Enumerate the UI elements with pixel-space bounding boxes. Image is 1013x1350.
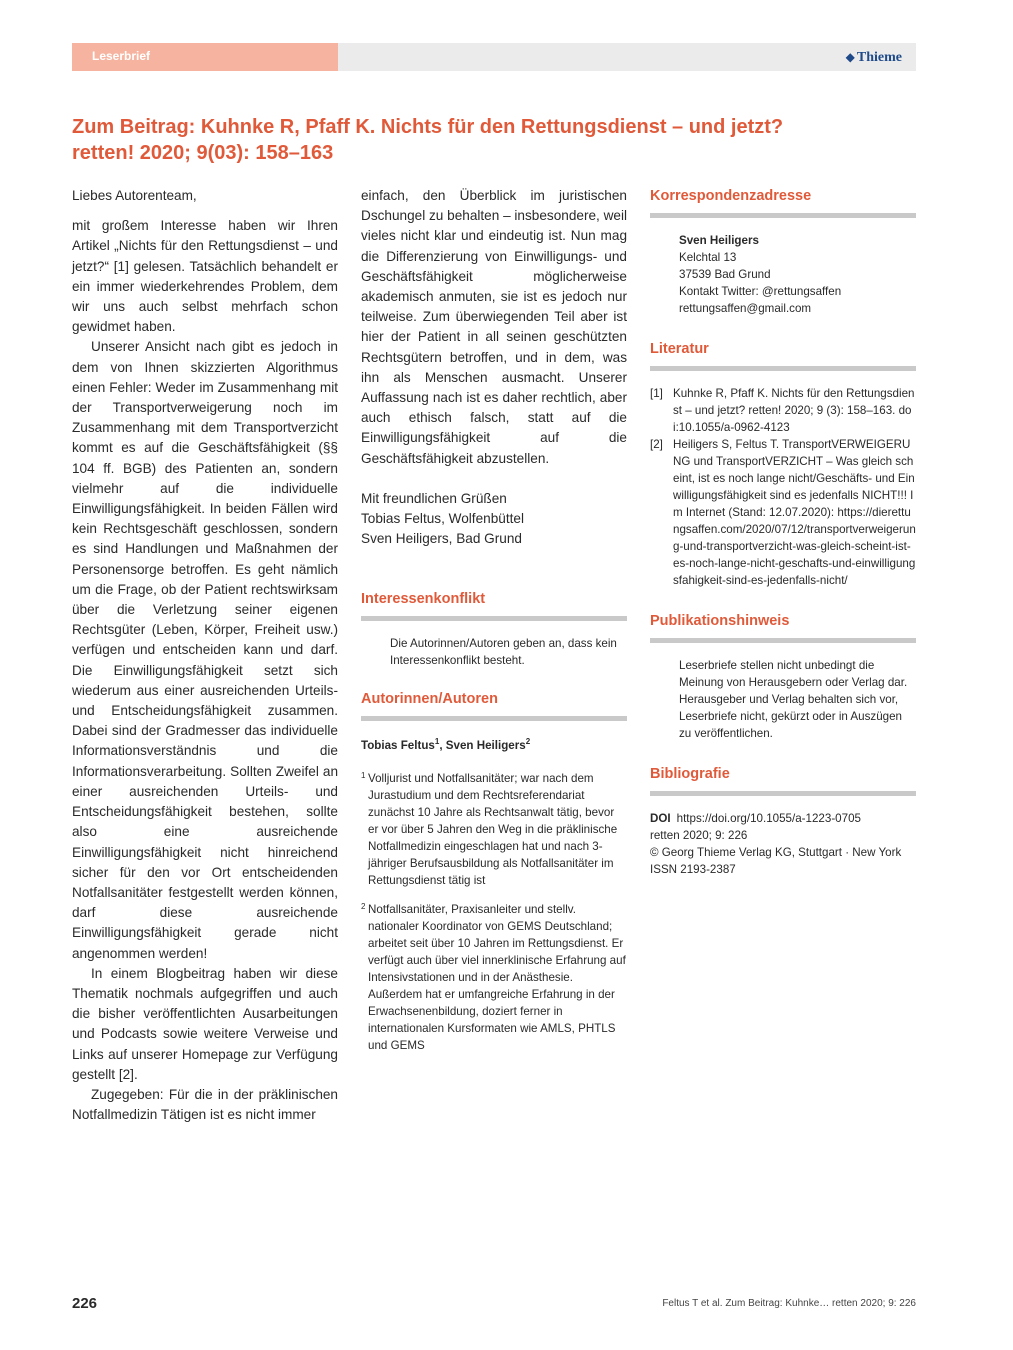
bibliography-section	[650, 764, 916, 878]
author-2: Sven Heiligers	[445, 739, 526, 753]
reference-number: [2]	[650, 438, 663, 451]
thieme-logo-icon: ◆	[845, 50, 855, 64]
note-text: Volljurist und Notfallsanitäter; war nach dem Jurastudium und dem Rechtsreferendariat zunächst 10 Jahre als Rechtsanwalt tätig, bevor er vor über 5 Jahren den Weg in die präklinische Notfallmedizin eingeschlagen hat und nach 3-jähriger Berufsausbildung als Notfallsanitäter im Rettungsdienst tätig ist	[368, 772, 618, 888]
section-heading: Autorinnen/Autoren	[361, 691, 498, 708]
section-rule	[361, 616, 627, 621]
body-paragraph: Zugegeben: Für die in der präklinischen Notfallmedizin Tätigen ist es nicht immer	[72, 1086, 338, 1123]
column-2	[361, 186, 627, 1054]
issn-line: ISSN 2193-2387	[650, 863, 736, 876]
signature-2: Sven Heiligers, Bad Grund	[361, 531, 522, 547]
author-1: Tobias Feltus	[361, 739, 435, 753]
section-heading: Bibliografie	[650, 766, 730, 782]
brand-name: Thieme	[856, 50, 902, 65]
corr-name: Sven Heiligers	[679, 234, 759, 247]
author-note-1	[361, 770, 627, 889]
publication-note-text: Leserbriefe stellen nicht unbedingt die Meinung von Herausgebern oder Verlag dar. Herausgeber und Verlag behalten sich vor, Leserbriefe nicht, gekürzt oder in Auszügen zu veröffentlichen.	[679, 659, 908, 740]
doi-link[interactable]: https://doi.org/10.1055/a-1223-0705	[676, 812, 861, 825]
section-rule	[650, 366, 916, 371]
reference-text: Kuhnke R, Pfaff K. Nichts für den Rettungsdienst – und jetzt? retten! 2020; 9 (3): 158–163. doi:10.1055/a-0962-4123	[673, 387, 915, 434]
note-mark: 2	[361, 902, 366, 912]
publication-note-section	[650, 611, 916, 742]
section-rule	[650, 638, 916, 643]
corr-street: Kelchtal 13	[679, 251, 737, 264]
doi-label: DOI	[650, 812, 671, 825]
title-line-1: Zum Beitrag: Kuhnke R, Pfaff K. Nichts für den Rettungsdienst – und jetzt?	[72, 116, 784, 138]
author-1-sup: 1	[434, 737, 440, 747]
page-number: 226	[72, 1295, 98, 1312]
section-heading: Literatur	[650, 341, 709, 357]
author-note-2	[361, 901, 627, 1054]
corr-email: rettungsaffen@gmail.com	[679, 302, 812, 315]
corr-twitter: Kontakt Twitter: @rettungsaffen	[679, 285, 842, 298]
conflict-section	[361, 589, 627, 669]
body-paragraph: einfach, den Überblick im juristischen Dschungel zu behalten – insbesondere, weil vieles nicht klar und eindeutig ist. Nun mag die Differenzierung von Einwilligungs- und Geschäftsfähigkeit möglicherweise akademisch anmuten, sie ist es jedoch nur teilweise. Zum überwiegenden Teil aber ist hier der Patient in all seinen geschützten Rechtsgütern betroffen, und in dem, was ihn als Menschen ausmacht. Unserer Auffassung nach ist es daher rechtlich, aber auch ethisch falsch, statt auf die Einwilligungsfähigkeit auf die Geschäftsfähigkeit abzustellen.	[361, 188, 628, 466]
publisher-brand	[846, 50, 902, 66]
literature-section	[650, 339, 916, 589]
copyright-line: © Georg Thieme Verlag KG, Stuttgart · New York	[650, 846, 902, 859]
section-heading: Korrespondenzadresse	[650, 188, 812, 204]
salutation: Liebes Autorenteam,	[72, 188, 197, 203]
closing: Mit freundlichen Grüßen	[361, 490, 507, 506]
closing-block	[361, 489, 627, 550]
doi-line	[650, 810, 916, 827]
bibliography-block	[650, 810, 916, 878]
journal-line: retten 2020; 9: 226	[650, 829, 748, 842]
author-2-sup: 2	[525, 737, 531, 747]
corr-city: 37539 Bad Grund	[679, 268, 771, 281]
body-paragraph: Unserer Ansicht nach gibt es jedoch in dem von Ihnen skizzierten Algorithmus einen Fehler: Weder im Zusammenhang mit der Transportverweigerung noch im Zusammenhang mit dem Transportverzicht kommt es auf die Geschäftsfähigkeit (§§ 104 ff. BGB) des Patienten an, sondern vielmehr auf die individuelle Einwilligungsfähigkeit. In beiden Fällen wird kein Rechtsgeschäft geschlossen, sondern es sind Handlungen und Maßnahmen der Personensorge betroffen. Es geht nämlich um die Frage, ob der Patient rechtswirksam über die Verletzung seiner eigenen Rechtsgüter (Leben, Körper, Freiheit usw.) verfügen und entscheiden kann und darf. Die Einwilligungsfähigkeit setzt sich wiederum aus einer ausreichenden Urteils- und Entscheidungsfähigkeit zusammen. Dabei sind der Gradmesser das individuelle Informationsverständnis und die Informationsverarbeitung. Sollten Zweifel an einer ausreichenden Urteils- und Entscheidungsfähigkeit bestehen, sollte also eine ausreichende Einwilligungsfähigkeit nicht hinreichend sicher für den vor Ort entscheidenden Notfallsanitäter festgestellt werden können, darf diese ausreichende Einwilligungsfähigkeit gerade nicht angenommen werden!	[72, 339, 338, 961]
note-text: Notfallsanitäter, Praxisanleiter und stellv. nationaler Koordinator von GEMS Deutschland; arbeitet seit über 10 Jahren im Rettungsdienst. Er verfügt auch über viel innerklinische Erfahrung auf Intensivstationen und in der Anästhesie. Außerdem hat er umfangreiche Erfahrung in der Erwachsenenbildung, doziert ferner in internationalen Kursformaten wie AMLS, PHTLS und GEMS	[368, 903, 626, 1053]
column-1	[72, 186, 338, 1125]
reference-item	[650, 385, 916, 436]
reference-list	[650, 385, 916, 589]
correspondence-section	[650, 186, 916, 317]
signature-1: Tobias Feltus, Wolfenbüttel	[361, 511, 524, 527]
reference-item	[650, 436, 916, 589]
authors-section	[361, 689, 627, 1054]
author-separator: ,	[439, 739, 446, 753]
conflict-text: Die Autorinnen/Autoren geben an, dass kein Interessenkonflikt besteht.	[390, 637, 617, 668]
body-paragraph: In einem Blogbeitrag haben wir diese Thematik nochmals aufgegriffen und auch die bisher veröffentlichten Ausarbeitungen und Podcasts sowie weitere Verweise und Links auf unserer Homepage zur Verfügung gestellt [2].	[72, 965, 338, 1082]
section-tag	[72, 43, 338, 71]
note-mark: 1	[361, 771, 366, 781]
section-rule	[650, 791, 916, 796]
section-heading: Interessenkonflikt	[361, 591, 486, 608]
reference-text: Heiligers S, Feltus T. TransportVERWEIGERUNG und TransportVERZICHT – Was gleich scheint, ist es noch lange nicht/Geschäfts- und Einwilligungsfähigkeit sind es jedenfalls NICHT!!! Im Internet (Stand: 12.07.2020): https://dierettungsaffen.com/2020/07/12/transportverweigerung-und-transportverzicht-was-gleich-scheint-ist-es-noch-lange-nicht-geschafts-und-einwilligungsfahigkeit-sind-es-jedenfalls-nicht/	[673, 438, 916, 587]
reference-number: [1]	[650, 387, 663, 400]
section-heading: Publikationshinweis	[650, 613, 790, 629]
header-bar	[72, 43, 916, 71]
footer-citation: Feltus T et al. Zum Beitrag: Kuhnke… retten 2020; 9: 226	[662, 1298, 916, 1309]
section-rule	[650, 213, 916, 218]
column-3	[650, 186, 916, 878]
author-names	[361, 737, 627, 752]
section-rule	[361, 716, 627, 721]
title-line-2: retten! 2020; 9(03): 158–163	[72, 142, 334, 164]
address-block	[650, 232, 916, 317]
body-paragraph: mit großem Interesse haben wir Ihren Artikel „Nichts für den Rettungsdienst – und jetzt?“ [1] gelesen. Tatsächlich behandelt er ein immer wiederkehrendes Problem, dem wir uns auch selbst mehrfach schon gewidmet haben.	[72, 218, 338, 335]
section-tag-label: Leserbrief	[92, 49, 151, 63]
article-title	[72, 114, 852, 166]
